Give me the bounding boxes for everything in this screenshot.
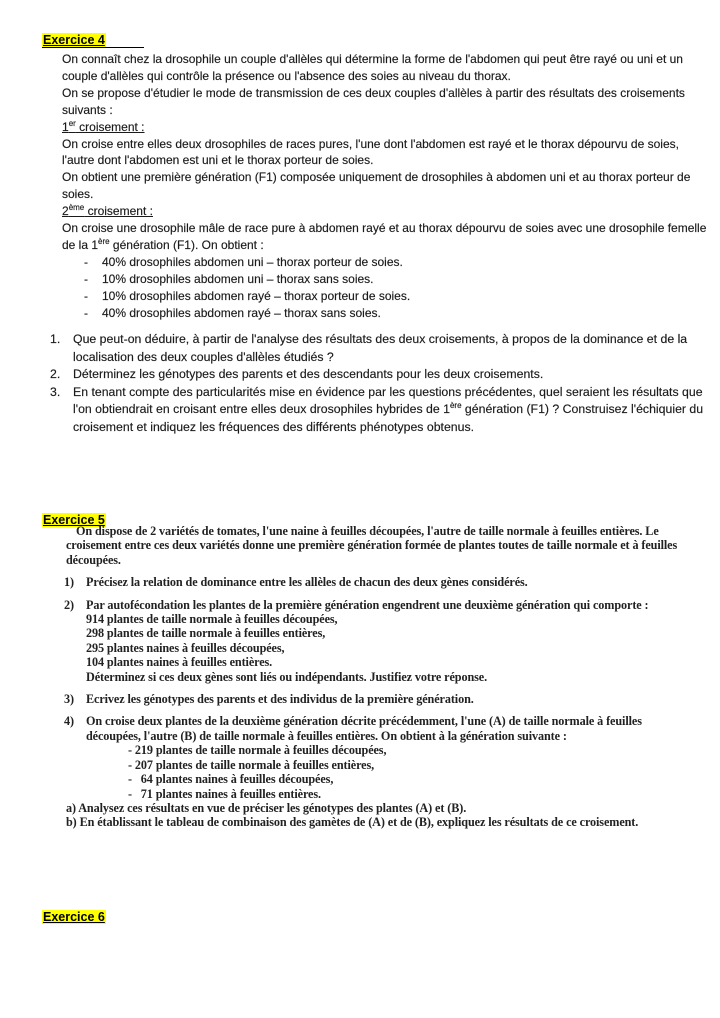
question-1: 1. Que peut-on déduire, à partir de l'analyse des résultats des deux croisements, à propos de la dominance et de la localisation des deux couples d'allèles étudiés ? [50, 332, 688, 364]
question-3: 3) Ecrivez les génotypes des parents et des individus de la première génération. [64, 692, 474, 707]
result-list-item: - 40% drosophiles abdomen rayé – thorax sans soies. [84, 305, 381, 320]
question-1: 1) Précisez la relation de dominance entre les allèles de chacun des deux gènes considérés. [64, 575, 528, 590]
result-line: - 64 plantes naines à feuilles découpées, [128, 772, 334, 787]
cross-1-paragraph: On croise entre elles deux drosophiles de races pures, l'une dont l'abdomen est rayé et le thorax dépourvu de soies, l'autre dont l'abdomen est uni et le thorax porteur de soies. [62, 136, 679, 168]
question-4: 4) On croise deux plantes de la deuxième génération décrite précédemment, l'une (A) de taille normale à feuilles découpées, l'autre (B) de taille normale à feuilles entières. On obtient à la génération suivante : - 219 plantes de taille normale à feuilles découpées, - 207 plantes de taille normale à feuilles entières, - 64 plantes naines à feuilles découpées, - 71 plantes naines à feuilles entières. [66, 714, 686, 800]
result-line: 104 plantes naines à feuilles entières. [86, 655, 273, 670]
cross-2-paragraph: On croise une drosophile mâle de race pure à abdomen rayé et au thorax dépourvu de soies avec une drosophile femelle de la 1ère génération (F1). On obtient : [62, 221, 707, 252]
intro-paragraph: On dispose de 2 variétés de tomates, l'une naine à feuilles découpées, l'autre de taille normale à feuilles entières. Le croisement entre ces deux variétés donne une première génération formée de plantes toutes de taille normale et à feuilles découpées. [66, 524, 678, 567]
cross-2-label: 2ème croisement : [62, 203, 153, 219]
exercise-5-body [66, 524, 686, 830]
heading-underline-rule [42, 47, 144, 48]
result-line: 295 plantes naines à feuilles découpées, [86, 640, 285, 655]
question-4a: a) Analysez ces résultats en vue de préciser les génotypes des plantes (A) et (B). [66, 800, 467, 815]
question-2-instruction: Déterminez si ces deux gènes sont liés ou indépendants. Justifiez votre réponse. [86, 669, 488, 684]
cross-1-label: 1er croisement : [62, 118, 145, 134]
result-line: 914 plantes de taille normale à feuilles découpées, [86, 612, 338, 627]
cross-1-paragraph: On obtient une première génération (F1) composée uniquement de drosophiles à abdomen uni et au thorax porteur de soies. [62, 170, 691, 202]
result-line: - 71 plantes naines à feuilles entières. [128, 786, 321, 801]
result-line: - 219 plantes de taille normale à feuilles découpées, [128, 743, 387, 758]
intro-paragraph: On se propose d'étudier le mode de transmission de ces deux couples d'allèles à partir des résultats des croisements suivants : [62, 85, 685, 117]
result-line: 298 plantes de taille normale à feuilles entières, [86, 626, 326, 641]
exercise-5-heading: Exercice 5 [43, 513, 105, 527]
intro-paragraph: On connaît chez la drosophile un couple d'allèles qui détermine la forme de l'abdomen qui peut être rayé ou uni et un couple d'allèles qui contrôle la présence ou l'absence des soies au niveau du thorax. [62, 52, 683, 83]
exercise-4-questions [50, 331, 715, 437]
question-2: 2. Déterminez les génotypes des parents et des descendants pour les deux croisements. [50, 367, 544, 382]
exercise-4-body [62, 51, 712, 322]
question-4b: b) En établissant le tableau de combinaison des gamètes de (A) et de (B), expliquez les résultats de ce croisement. [66, 815, 639, 830]
question-3: 3. En tenant compte des particularités mise en évidence par les questions précédentes, quel seraient les résultats que l'on obtiendrait en croisant entre elles deux drosophiles hybrides de 1ère génération (F1) ? Construisez l'échiquier du croisement et indiquez les fréquences des différents phénotypes obtenus. [50, 384, 704, 434]
result-list-item: - 10% drosophiles abdomen rayé – thorax porteur de soies. [84, 288, 411, 303]
exercise-4-heading: Exercice 4 [43, 33, 105, 47]
result-line: - 207 plantes de taille normale à feuilles entières, [128, 757, 375, 772]
question-2: 2) Par autofécondation les plantes de la première génération engendrent une deuxième génération qui comporte : 914 plantes de taille normale à feuilles découpées, 298 plantes de taille normale à feuilles entières, 295 plantes naines à feuilles découpées, 104 plantes naines à feuilles entières. Déterminez si ces deux gènes sont liés ou indépendants. Justifiez votre réponse. [66, 598, 686, 684]
result-list-item: - 40% drosophiles abdomen uni – thorax porteur de soies. [84, 254, 403, 269]
result-list-item: - 10% drosophiles abdomen uni – thorax sans soies. [84, 271, 374, 286]
exercise-6-heading: Exercice 6 [43, 910, 105, 924]
